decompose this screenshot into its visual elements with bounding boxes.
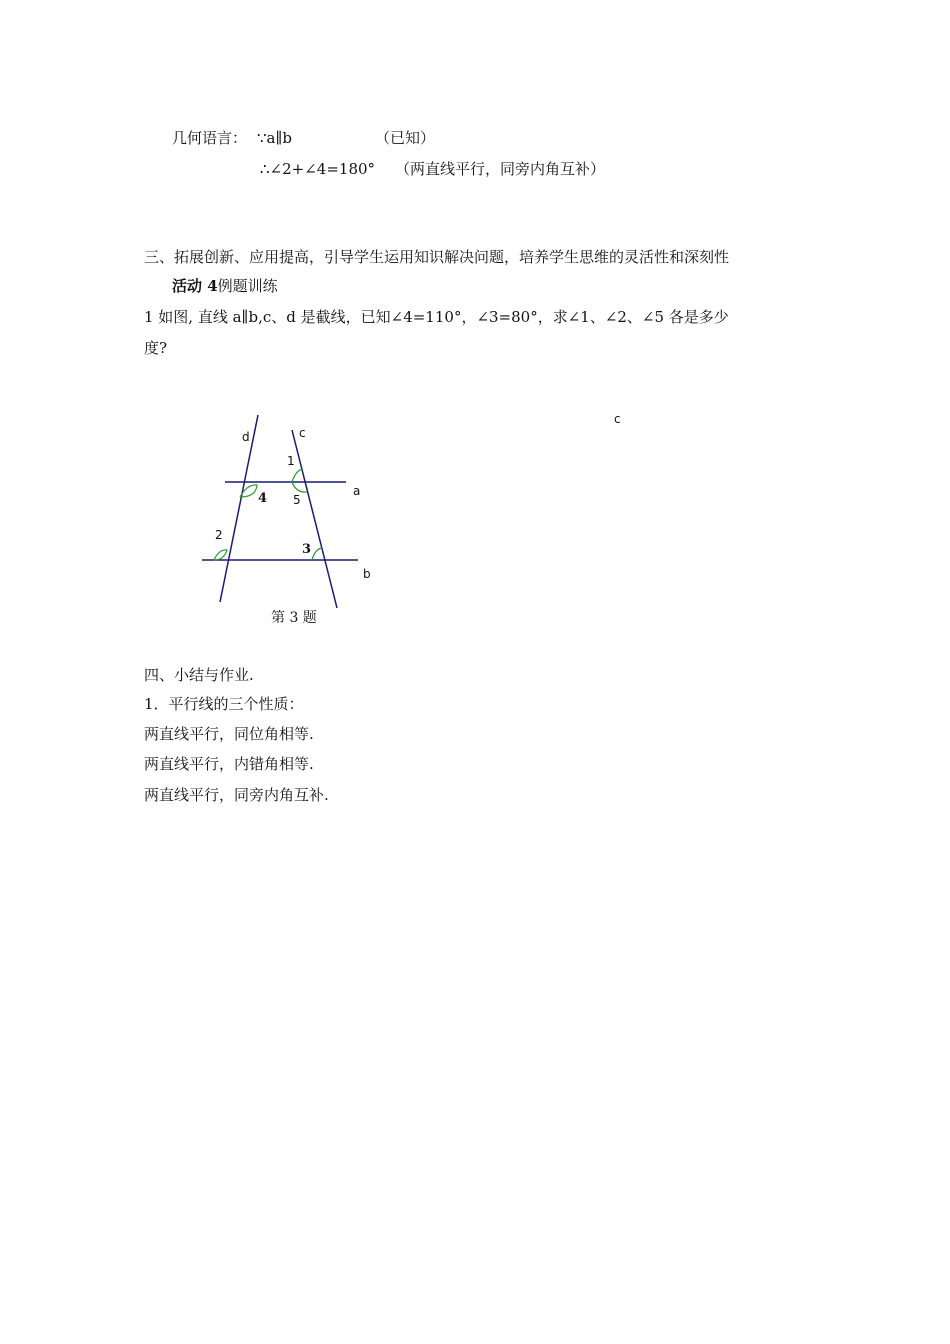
- proof-conclusion-reason: （两直线平行，同旁内角互补）: [395, 160, 606, 178]
- label-line-a: a: [353, 484, 361, 498]
- problem-text-line1: 1 如图, 直线 a∥b,c、d 是截线，已知∠4=110°，∠3=80°，求∠1、∠2、∠5 各是多少: [144, 308, 729, 326]
- label-angle-2: 2: [215, 528, 223, 542]
- problem-text-line2: 度?: [144, 339, 168, 357]
- line-d: [220, 415, 258, 602]
- stray-label-c: c: [614, 412, 621, 426]
- angle-2-arc: [214, 550, 227, 560]
- angle-3-arc: [312, 548, 322, 560]
- label-angle-5: 5: [293, 493, 301, 507]
- proof-given-reason: （已知）: [375, 129, 436, 147]
- label-line-c: c: [299, 426, 306, 440]
- line-c: [292, 430, 337, 608]
- angle-5-arc: [292, 482, 307, 492]
- label-angle-4: 4: [258, 491, 268, 506]
- label-angle-1: 1: [287, 454, 295, 468]
- property-1: 两直线平行，同位角相等.: [144, 725, 314, 743]
- property-3: 两直线平行，同旁内角互补.: [144, 786, 329, 804]
- figure-caption: 第 3 题: [271, 610, 317, 626]
- label-angle-3: 3: [302, 542, 312, 557]
- summary-item1: 1．平行线的三个性质：: [144, 695, 304, 713]
- label-line-b: b: [363, 567, 371, 581]
- angle-1-arc: [292, 469, 303, 482]
- proof-label: 几何语言：: [172, 129, 248, 147]
- section4-heading: 四、小结与作业.: [144, 666, 254, 684]
- property-2: 两直线平行，内错角相等.: [144, 755, 314, 773]
- section3-heading: 三、拓展创新、应用提高，引导学生运用知识解决问题，培养学生思维的灵活性和深刻性: [144, 248, 730, 266]
- proof-conclusion: ∴∠2+∠4=180°: [260, 160, 376, 178]
- activity-number: 活动 4: [172, 277, 218, 295]
- label-line-d: d: [242, 430, 250, 444]
- proof-given: ∵a∥b: [257, 129, 293, 147]
- activity-name: 例题训练: [217, 277, 278, 295]
